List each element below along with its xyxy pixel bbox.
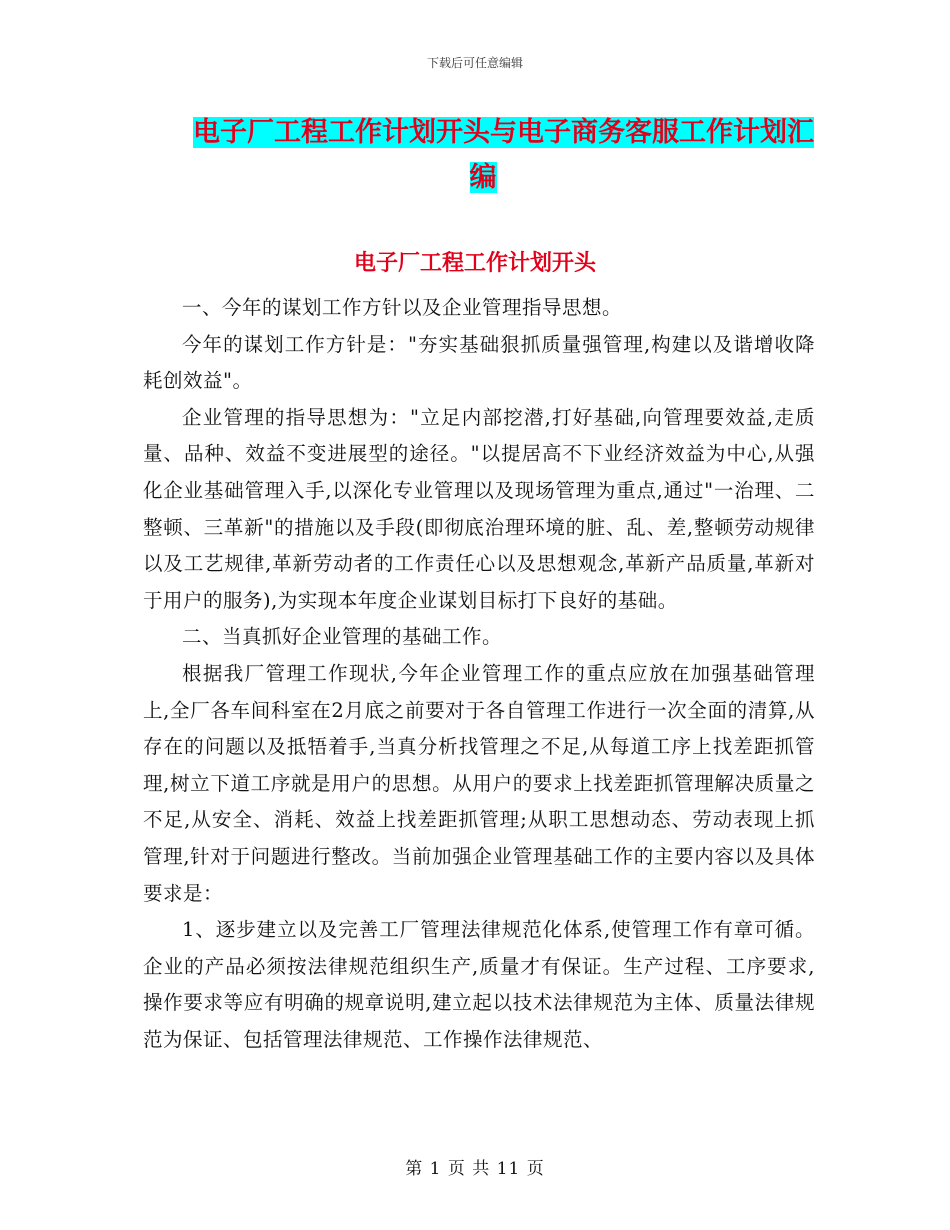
title-line-1: 电子厂工程工作计划开头与电子商务客服工作计划汇 [193,117,814,148]
paragraph: 今年的谋划工作方针是："夯实基础狠抓质量强管理,构建以及谐增收降耗创效益"。 [143,332,815,393]
header-note: 下载后可任意编辑 [426,56,523,70]
section-title: 电子厂工程工作计划开头 [353,251,596,276]
paragraph: 二、当真抓好企业管理的基础工作。 [182,625,503,649]
document-title [193,110,813,200]
paragraph: 1、逐步建立以及完善工厂管理法律规范化体系,使管理工作有章可循。企业的产品必须按法律规范组织生产,质量才有保证。生产过程、工序要求,操作要求等应有明确的规章说明,建立起以技术法律规范为主体、质量法律规范为保证、包括管理法律规范、工作操作法律规范、 [143,918,815,1051]
paragraph: 企业管理的指导思想为："立足内部挖潜,打好基础,向管理要效益,走质量、品种、效益不变进展型的途径。"以提居高不下业经济效益为中心,从强化企业基础管理入手,以深化专业管理以及现场管理为重点,通过"一治理、二整顿、三革新"的措施以及手段(即彻底治理环境的脏、乱、差,整顿劳动规律以及工艺规律,革新劳动者的工作责任心以及思想观念,革新产品质量,革新对于用户的服务),为实现本年度企业谋划目标打下良好的基础。 [143,405,815,612]
paragraph: 一、今年的谋划工作方针以及企业管理指导思想。 [182,296,623,319]
document-body [143,290,815,1058]
page-number: 第 1 页 共 11 页 [405,1159,545,1179]
title-line-2: 编 [469,162,497,193]
paragraph: 根据我厂管理工作现状,今年企业管理工作的重点应放在加强基础管理上,全厂各车间科室在2月底之前要对于各自管理工作进行一次全面的清算,从存在的问题以及抵牾着手,当真分析找管理之不足,从每道工序上找差距抓管理,树立下道工序就是用户的思想。从用户的要求上找差距抓管理解决质量之不足,从安全、消耗、效益上找差距抓管理;从职工思想动态、劳动表现上抓管理,针对于问题进行整改。当前加强企业管理基础工作的主要内容以及具体要求是： [143,661,815,905]
